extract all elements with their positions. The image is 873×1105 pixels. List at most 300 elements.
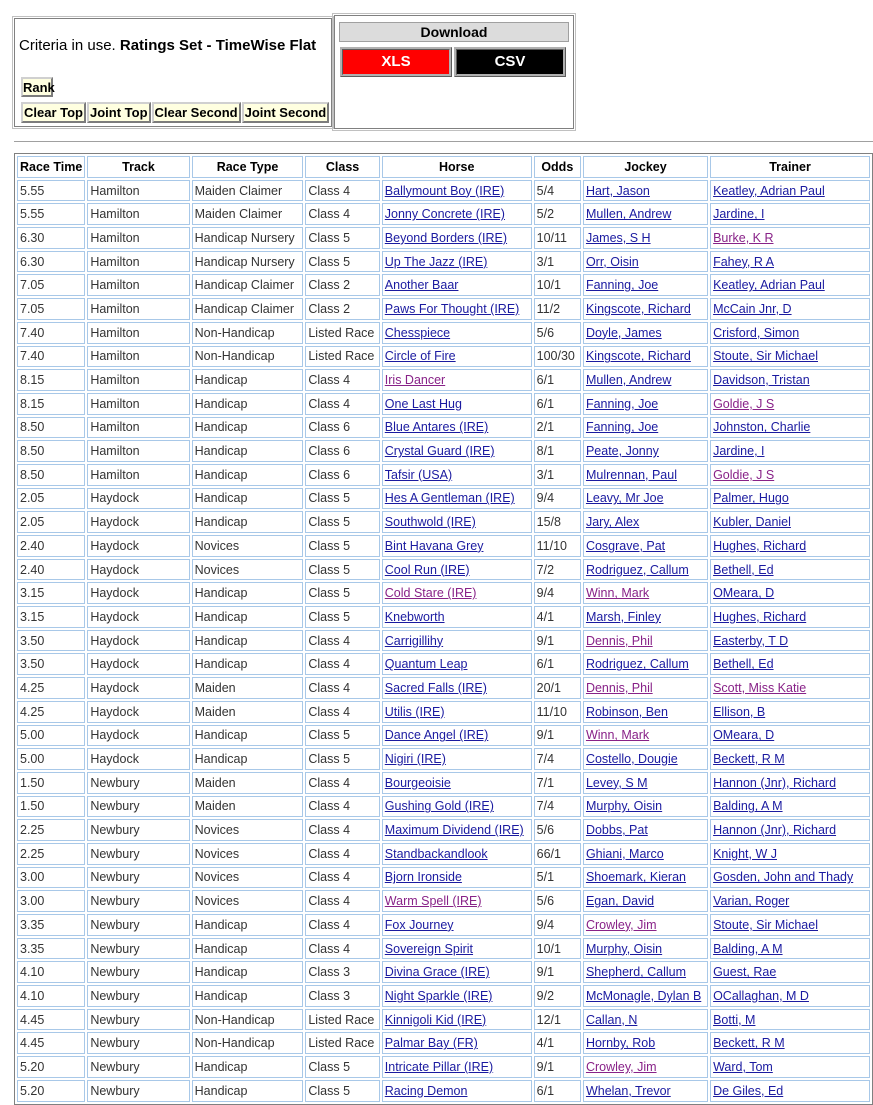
horse-link[interactable]: Circle of Fire: [384, 349, 456, 364]
header-horse[interactable]: Horse: [382, 156, 532, 178]
trainer-link[interactable]: Gosden, John and Thady: [713, 870, 854, 885]
trainer-cell: [710, 227, 870, 249]
odds-cell: 9/4: [534, 488, 581, 510]
class-cell: Class 4: [305, 393, 379, 415]
track-cell: Hamilton: [87, 203, 189, 225]
jockey-link[interactable]: Orr, Oisin: [585, 254, 639, 269]
odds-cell: 7/4: [534, 748, 581, 770]
track-cell: Newbury: [87, 1009, 189, 1031]
trainer-link[interactable]: Goldie, J S: [713, 396, 775, 411]
track-cell: Hamilton: [87, 322, 189, 344]
race-time-cell: 6.30: [17, 227, 85, 249]
track-cell: Newbury: [87, 772, 189, 794]
jockey-link[interactable]: Robinson, Ben: [585, 704, 668, 719]
jockey-cell: [583, 464, 708, 486]
table-row: [17, 1032, 870, 1054]
trainer-link[interactable]: Botti, M: [713, 1012, 756, 1027]
class-cell: Class 4: [305, 938, 379, 960]
trainer-link[interactable]: Beckett, R M: [713, 1036, 785, 1051]
trainer-link[interactable]: Hughes, Richard: [713, 538, 807, 553]
horse-cell: [382, 606, 532, 628]
race-type-cell: Handicap: [192, 511, 304, 533]
horse-link[interactable]: Chesspiece: [384, 325, 451, 340]
jockey-link[interactable]: Crowley, Jim: [585, 1059, 657, 1074]
odds-cell: 7/4: [534, 796, 581, 818]
jockey-link[interactable]: Crowley, Jim: [585, 917, 657, 932]
table-row: [17, 630, 870, 652]
odds-cell: 10/1: [534, 274, 581, 296]
trainer-link[interactable]: Ward, Tom: [713, 1059, 773, 1074]
trainer-cell: [710, 274, 870, 296]
odds-cell: 9/1: [534, 630, 581, 652]
track-cell: Newbury: [87, 938, 189, 960]
trainer-cell: [710, 180, 870, 202]
horse-link[interactable]: Standbackandlook: [384, 846, 488, 861]
horse-cell: [382, 985, 532, 1007]
horse-cell: [382, 843, 532, 865]
horse-cell: [382, 890, 532, 912]
race-time-cell: 3.50: [17, 653, 85, 675]
horse-link[interactable]: Night Sparkle (IRE): [384, 988, 493, 1003]
horse-cell: [382, 180, 532, 202]
race-type-cell: Handicap: [192, 985, 304, 1007]
trainer-link[interactable]: Stoute, Sir Michael: [713, 917, 818, 932]
table-row: [17, 511, 870, 533]
odds-cell: 7/2: [534, 559, 581, 581]
horse-link[interactable]: Iris Dancer: [384, 373, 446, 388]
jockey-link[interactable]: Mulrennan, Paul: [585, 467, 677, 482]
trainer-link[interactable]: Beckett, R M: [713, 752, 785, 767]
trainer-cell: [710, 938, 870, 960]
track-cell: Haydock: [87, 606, 189, 628]
jockey-cell: [583, 298, 708, 320]
odds-cell: 5/6: [534, 322, 581, 344]
joint-top-button[interactable]: Joint Top: [87, 102, 151, 123]
jockey-link[interactable]: Winn, Mark: [585, 586, 650, 601]
header-jockey[interactable]: Jockey: [583, 156, 708, 178]
race-type-cell: Handicap Nursery: [192, 251, 304, 273]
horse-link[interactable]: Dance Angel (IRE): [384, 728, 489, 743]
race-type-cell: Handicap: [192, 369, 304, 391]
race-time-cell: 3.00: [17, 890, 85, 912]
horse-link[interactable]: Divina Grace (IRE): [384, 965, 490, 980]
horse-link[interactable]: One Last Hug: [384, 396, 462, 411]
rank-button[interactable]: Rank: [21, 77, 53, 97]
trainer-link[interactable]: Keatley, Adrian Paul: [713, 278, 825, 293]
jockey-link[interactable]: Shoemark, Kieran: [585, 870, 687, 885]
trainer-link[interactable]: OMeara, D: [713, 728, 775, 743]
trainer-link[interactable]: Guest, Rae: [713, 965, 777, 980]
clear-second-button[interactable]: Clear Second: [152, 102, 241, 123]
jockey-cell: [583, 914, 708, 936]
header-track[interactable]: Track: [87, 156, 189, 178]
jockey-link[interactable]: Whelan, Trevor: [585, 1083, 671, 1098]
jockey-cell: [583, 203, 708, 225]
trainer-link[interactable]: Keatley, Adrian Paul: [713, 183, 825, 198]
trainer-link[interactable]: Jardine, I: [713, 207, 765, 222]
table-row: [17, 274, 870, 296]
table-row: [17, 1009, 870, 1031]
jockey-cell: [583, 346, 708, 368]
table-row: [17, 725, 870, 747]
trainer-link[interactable]: Stoute, Sir Michael: [713, 349, 818, 364]
jockey-link[interactable]: Costello, Dougie: [585, 752, 678, 767]
download-csv-button[interactable]: CSV: [454, 47, 566, 77]
header-odds[interactable]: Odds: [534, 156, 581, 178]
trainer-cell: [710, 961, 870, 983]
table-row: [17, 322, 870, 344]
trainer-link[interactable]: Hughes, Richard: [713, 609, 807, 624]
jockey-cell: [583, 653, 708, 675]
horse-cell: [382, 796, 532, 818]
jockey-link[interactable]: Mullen, Andrew: [585, 207, 672, 222]
trainer-cell: [710, 606, 870, 628]
horse-link[interactable]: Utilis (IRE): [384, 704, 445, 719]
horse-link[interactable]: Jonny Concrete (IRE): [384, 207, 505, 222]
jockey-cell: [583, 772, 708, 794]
race-time-cell: 8.50: [17, 417, 85, 439]
horse-cell: [382, 417, 532, 439]
horse-link[interactable]: Hes A Gentleman (IRE): [384, 491, 515, 506]
trainer-link[interactable]: Bethell, Ed: [713, 562, 774, 577]
race-type-cell: Novices: [192, 559, 304, 581]
trainer-link[interactable]: Knight, W J: [713, 846, 777, 861]
download-title: Download: [339, 22, 569, 42]
horse-cell: [382, 1009, 532, 1031]
trainer-link[interactable]: Balding, A M: [713, 799, 783, 814]
trainer-cell: [710, 440, 870, 462]
jockey-link[interactable]: Dennis, Phil: [585, 680, 653, 695]
horse-cell: [382, 559, 532, 581]
jockey-cell: [583, 725, 708, 747]
jockey-link[interactable]: Rodriguez, Callum: [585, 657, 689, 672]
horse-cell: [382, 582, 532, 604]
horse-link[interactable]: Nigiri (IRE): [384, 752, 446, 767]
class-cell: Class 4: [305, 796, 379, 818]
horse-link[interactable]: Sovereign Spirit: [384, 941, 474, 956]
horse-link[interactable]: Tafsir (USA): [384, 467, 453, 482]
horse-link[interactable]: Cold Stare (IRE): [384, 586, 477, 601]
track-cell: Haydock: [87, 488, 189, 510]
jockey-link[interactable]: Kingscote, Richard: [585, 301, 691, 316]
race-type-cell: Handicap Nursery: [192, 227, 304, 249]
horse-cell: [382, 488, 532, 510]
jockey-link[interactable]: Murphy, Oisin: [585, 941, 663, 956]
jockey-link[interactable]: Shepherd, Callum: [585, 965, 687, 980]
header-race-type[interactable]: Race Type: [192, 156, 304, 178]
race-type-cell: Non-Handicap: [192, 1009, 304, 1031]
race-type-cell: Maiden Claimer: [192, 180, 304, 202]
trainer-cell: [710, 582, 870, 604]
trainer-link[interactable]: Hannon (Jnr), Richard: [713, 775, 837, 790]
jockey-link[interactable]: Murphy, Oisin: [585, 799, 663, 814]
jockey-link[interactable]: Doyle, James: [585, 325, 662, 340]
trainer-cell: [710, 298, 870, 320]
class-cell: Class 4: [305, 369, 379, 391]
class-cell: Class 2: [305, 298, 379, 320]
jockey-cell: [583, 985, 708, 1007]
race-time-cell: 2.25: [17, 819, 85, 841]
trainer-link[interactable]: Ellison, B: [713, 704, 766, 719]
track-cell: Newbury: [87, 796, 189, 818]
race-type-cell: Novices: [192, 867, 304, 889]
jockey-link[interactable]: Rodriguez, Callum: [585, 562, 689, 577]
horse-link[interactable]: Warm Spell (IRE): [384, 894, 482, 909]
horse-link[interactable]: Kinnigoli Kid (IRE): [384, 1012, 487, 1027]
joint-second-button[interactable]: Joint Second: [242, 102, 330, 123]
track-cell: Newbury: [87, 890, 189, 912]
horse-cell: [382, 227, 532, 249]
jockey-link[interactable]: Kingscote, Richard: [585, 349, 691, 364]
table-row: [17, 393, 870, 415]
horse-link[interactable]: Fox Journey: [384, 917, 454, 932]
jockey-link[interactable]: Peate, Jonny: [585, 444, 659, 459]
trainer-cell: [710, 251, 870, 273]
class-cell: Class 4: [305, 203, 379, 225]
trainer-cell: [710, 369, 870, 391]
trainer-cell: [710, 890, 870, 912]
trainer-cell: [710, 653, 870, 675]
race-time-cell: 7.40: [17, 322, 85, 344]
jockey-link[interactable]: Fanning, Joe: [585, 278, 659, 293]
race-time-cell: 1.50: [17, 796, 85, 818]
class-cell: Class 5: [305, 748, 379, 770]
class-cell: Class 5: [305, 535, 379, 557]
odds-cell: 5/1: [534, 867, 581, 889]
horse-link[interactable]: Gushing Gold (IRE): [384, 799, 494, 814]
race-time-cell: 5.20: [17, 1080, 85, 1102]
trainer-cell: [710, 701, 870, 723]
horse-link[interactable]: Beyond Borders (IRE): [384, 230, 508, 245]
race-type-cell: Handicap: [192, 1080, 304, 1102]
jockey-link[interactable]: Winn, Mark: [585, 728, 650, 743]
jockey-link[interactable]: Marsh, Finley: [585, 609, 661, 624]
divider: [14, 141, 873, 142]
trainer-link[interactable]: OMeara, D: [713, 586, 775, 601]
horse-link[interactable]: Southwold (IRE): [384, 515, 476, 530]
jockey-link[interactable]: Cosgrave, Pat: [585, 538, 666, 553]
race-time-cell: 4.10: [17, 985, 85, 1007]
jockey-link[interactable]: Callan, N: [585, 1012, 638, 1027]
odds-cell: 9/1: [534, 961, 581, 983]
jockey-link[interactable]: Jary, Alex: [585, 515, 640, 530]
trainer-link[interactable]: Burke, K R: [713, 230, 774, 245]
horse-link[interactable]: Palmar Bay (FR): [384, 1036, 478, 1051]
race-time-cell: 3.00: [17, 867, 85, 889]
download-panel: [334, 15, 574, 129]
jockey-link[interactable]: Dobbs, Pat: [585, 823, 648, 838]
horse-link[interactable]: Ballymount Boy (IRE): [384, 183, 505, 198]
table-row: [17, 961, 870, 983]
table-row: [17, 251, 870, 273]
horse-cell: [382, 440, 532, 462]
jockey-link[interactable]: Dennis, Phil: [585, 633, 653, 648]
jockey-link[interactable]: Fanning, Joe: [585, 420, 659, 435]
horse-link[interactable]: Knebworth: [384, 609, 445, 624]
trainer-cell: [710, 748, 870, 770]
horse-link[interactable]: Another Baar: [384, 278, 459, 293]
horse-link[interactable]: Intricate Pillar (IRE): [384, 1059, 494, 1074]
trainer-link[interactable]: Scott, Miss Katie: [713, 680, 807, 695]
track-cell: Hamilton: [87, 464, 189, 486]
class-cell: Listed Race: [305, 346, 379, 368]
jockey-link[interactable]: Levey, S M: [585, 775, 648, 790]
table-row: [17, 559, 870, 581]
track-cell: Haydock: [87, 725, 189, 747]
jockey-cell: [583, 322, 708, 344]
race-type-cell: Handicap: [192, 606, 304, 628]
trainer-link[interactable]: OCallaghan, M D: [713, 988, 809, 1003]
horse-cell: [382, 914, 532, 936]
jockey-link[interactable]: James, S H: [585, 230, 651, 245]
race-type-cell: Novices: [192, 890, 304, 912]
race-type-cell: Maiden: [192, 701, 304, 723]
trainer-link[interactable]: Davidson, Tristan: [713, 373, 810, 388]
horse-cell: [382, 1032, 532, 1054]
jockey-cell: [583, 890, 708, 912]
trainer-cell: [710, 772, 870, 794]
trainer-link[interactable]: Varian, Roger: [713, 894, 790, 909]
trainer-link[interactable]: Goldie, J S: [713, 467, 775, 482]
class-cell: Class 4: [305, 819, 379, 841]
table-row: [17, 606, 870, 628]
trainer-link[interactable]: Kubler, Daniel: [713, 515, 791, 530]
jockey-link[interactable]: Hornby, Rob: [585, 1036, 656, 1051]
trainer-link[interactable]: Fahey, R A: [713, 254, 774, 269]
horse-link[interactable]: Quantum Leap: [384, 657, 468, 672]
trainer-cell: [710, 914, 870, 936]
jockey-cell: [583, 748, 708, 770]
class-cell: Listed Race: [305, 1009, 379, 1031]
header-class[interactable]: Class: [305, 156, 379, 178]
track-cell: Hamilton: [87, 440, 189, 462]
track-cell: Hamilton: [87, 298, 189, 320]
table-row: [17, 369, 870, 391]
download-xls-button[interactable]: XLS: [340, 47, 452, 77]
trainer-link[interactable]: Johnston, Charlie: [713, 420, 811, 435]
track-cell: Haydock: [87, 535, 189, 557]
track-cell: Newbury: [87, 843, 189, 865]
trainer-link[interactable]: Palmer, Hugo: [713, 491, 789, 506]
odds-cell: 9/4: [534, 582, 581, 604]
jockey-link[interactable]: Hart, Jason: [585, 183, 650, 198]
trainer-link[interactable]: Balding, A M: [713, 941, 783, 956]
horse-cell: [382, 748, 532, 770]
filter-button-row: [21, 102, 329, 123]
jockey-cell: [583, 274, 708, 296]
race-type-cell: Handicap: [192, 938, 304, 960]
horse-link[interactable]: Maximum Dividend (IRE): [384, 823, 524, 838]
jockey-link[interactable]: Egan, David: [585, 894, 655, 909]
odds-cell: 8/1: [534, 440, 581, 462]
odds-cell: 9/2: [534, 985, 581, 1007]
track-cell: Newbury: [87, 985, 189, 1007]
track-cell: Haydock: [87, 630, 189, 652]
race-time-cell: 2.40: [17, 535, 85, 557]
horse-link[interactable]: Carrigillihy: [384, 633, 444, 648]
horse-link[interactable]: Bourgeoisie: [384, 775, 451, 790]
jockey-cell: [583, 251, 708, 273]
criteria-prefix: Criteria in use.: [19, 37, 116, 54]
horse-cell: [382, 701, 532, 723]
horse-cell: [382, 298, 532, 320]
class-cell: Class 6: [305, 464, 379, 486]
horse-cell: [382, 251, 532, 273]
table-row: [17, 938, 870, 960]
race-time-cell: 4.25: [17, 677, 85, 699]
jockey-link[interactable]: Mullen, Andrew: [585, 373, 672, 388]
horse-link[interactable]: Crystal Guard (IRE): [384, 444, 495, 459]
table-row: [17, 227, 870, 249]
header-trainer[interactable]: Trainer: [710, 156, 870, 178]
trainer-cell: [710, 464, 870, 486]
jockey-link[interactable]: Leavy, Mr Joe: [585, 491, 664, 506]
table-row: [17, 1080, 870, 1102]
horse-link[interactable]: Bjorn Ironside: [384, 870, 462, 885]
class-cell: Class 4: [305, 867, 379, 889]
horse-link[interactable]: Sacred Falls (IRE): [384, 680, 487, 695]
trainer-link[interactable]: McCain Jnr, D: [713, 301, 792, 316]
header-race-time[interactable]: Race Time: [17, 156, 85, 178]
jockey-link[interactable]: Ghiani, Marco: [585, 846, 664, 861]
trainer-cell: [710, 511, 870, 533]
criteria-panel: [14, 18, 332, 127]
odds-cell: 6/1: [534, 369, 581, 391]
odds-cell: 6/1: [534, 1080, 581, 1102]
trainer-cell: [710, 796, 870, 818]
race-type-cell: Handicap: [192, 582, 304, 604]
odds-cell: 11/10: [534, 701, 581, 723]
odds-cell: 5/6: [534, 819, 581, 841]
class-cell: Class 4: [305, 914, 379, 936]
jockey-link[interactable]: McMonagle, Dylan B: [585, 988, 702, 1003]
odds-cell: 6/1: [534, 393, 581, 415]
table-header-row: [17, 156, 870, 178]
race-type-cell: Handicap: [192, 464, 304, 486]
class-cell: Class 6: [305, 440, 379, 462]
horse-cell: [382, 867, 532, 889]
horse-link[interactable]: Cool Run (IRE): [384, 562, 470, 577]
trainer-link[interactable]: Easterby, T D: [713, 633, 789, 648]
horse-link[interactable]: Up The Jazz (IRE): [384, 254, 488, 269]
jockey-cell: [583, 796, 708, 818]
trainer-link[interactable]: Hannon (Jnr), Richard: [713, 823, 837, 838]
table-row: [17, 488, 870, 510]
class-cell: Class 4: [305, 630, 379, 652]
horse-link[interactable]: Paws For Thought (IRE): [384, 301, 520, 316]
horse-cell: [382, 630, 532, 652]
race-time-cell: 4.25: [17, 701, 85, 723]
race-time-cell: 3.15: [17, 606, 85, 628]
jockey-link[interactable]: Fanning, Joe: [585, 396, 659, 411]
race-type-cell: Maiden: [192, 796, 304, 818]
class-cell: Class 4: [305, 843, 379, 865]
horse-cell: [382, 346, 532, 368]
odds-cell: 6/1: [534, 653, 581, 675]
trainer-link[interactable]: Crisford, Simon: [713, 325, 800, 340]
trainer-link[interactable]: Bethell, Ed: [713, 657, 774, 672]
track-cell: Hamilton: [87, 369, 189, 391]
horse-link[interactable]: Bint Havana Grey: [384, 538, 484, 553]
trainer-cell: [710, 725, 870, 747]
horse-link[interactable]: Blue Antares (IRE): [384, 420, 489, 435]
trainer-link[interactable]: De Giles, Ed: [713, 1083, 784, 1098]
trainer-link[interactable]: Jardine, I: [713, 444, 765, 459]
trainer-cell: [710, 677, 870, 699]
horse-link[interactable]: Racing Demon: [384, 1083, 468, 1098]
clear-top-button[interactable]: Clear Top: [21, 102, 86, 123]
table-row: [17, 346, 870, 368]
